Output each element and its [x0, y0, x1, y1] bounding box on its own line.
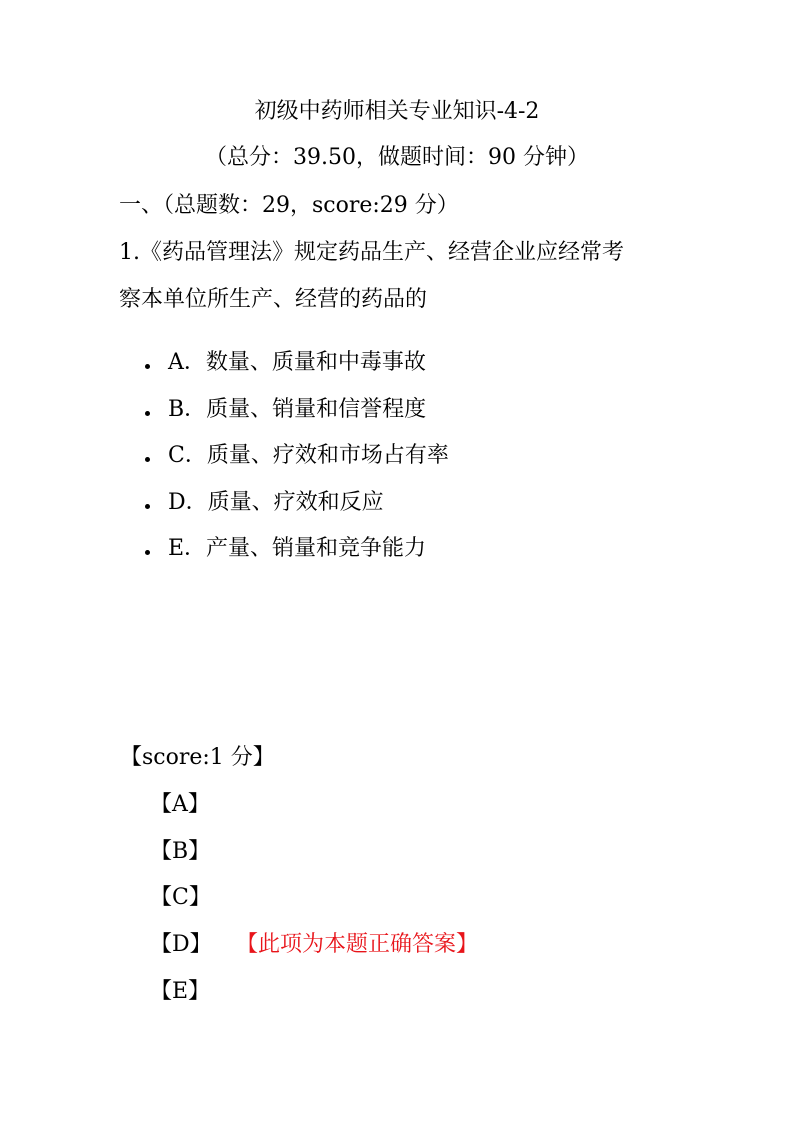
option-label: E．产量、销量和竞争能力 [168, 536, 427, 561]
option-a [145, 352, 449, 399]
score-label: 【score:1 分】 [120, 745, 275, 770]
answer-choice-e: 【E】 [150, 979, 211, 1004]
option-label: D．质量、疗效和反应 [168, 489, 384, 515]
option-label: A．数量、质量和中毒事故 [168, 350, 426, 375]
option-label: B．质量、销量和信誉程度 [168, 396, 427, 422]
option-e [145, 538, 449, 585]
answer-options-list [145, 352, 449, 585]
section-heading: 一、（总题数：29，score:29 分） [119, 193, 459, 218]
bullet-icon [145, 411, 150, 416]
bullet-icon [145, 504, 150, 509]
bullet-icon [145, 550, 150, 555]
bullet-icon [145, 364, 150, 369]
option-d [145, 489, 449, 539]
answer-choice-d: 【D】 [150, 932, 212, 957]
option-b [145, 396, 449, 446]
question-text-line-2: 察本单位所生产、经营的药品的 [119, 287, 428, 312]
bullet-icon [145, 457, 150, 462]
answer-choice-b: 【B】 [150, 839, 211, 864]
correct-answer-note: 【此项为本题正确答案】 [236, 932, 479, 957]
exam-info: （总分：39.50，做题时间：90 分钟） [205, 145, 589, 170]
question-text-line-1: 1.《药品管理法》规定药品生产、经营企业应经常考 [119, 240, 624, 265]
option-c [145, 445, 449, 492]
option-label: C．质量、疗效和市场占有率 [168, 443, 449, 468]
page-title: 初级中药师相关专业知识-4-2 [254, 99, 540, 124]
answer-choice-c: 【C】 [150, 885, 211, 910]
answer-choice-a: 【A】 [150, 792, 210, 817]
